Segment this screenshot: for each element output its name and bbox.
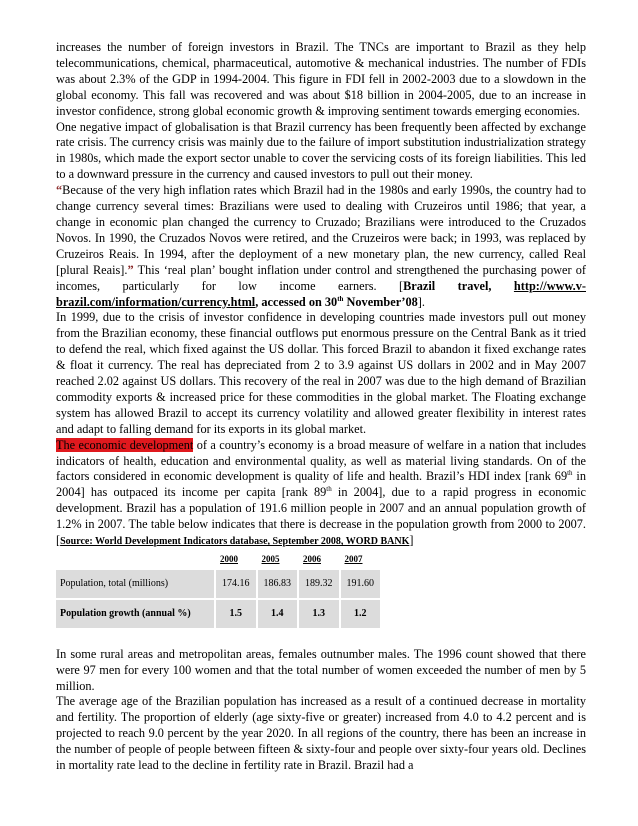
- quote-after-text: This ‘real plan’ bought inflation under control and strengthened the purchasing power of incomes, particularly for low income earners. [: [56, 262, 587, 293]
- table-header-year: 2007: [344, 554, 363, 564]
- table-row: [56, 570, 380, 598]
- population-table: [54, 550, 382, 630]
- table-cell: 186.83: [258, 570, 298, 598]
- table-header-year: 2005: [261, 554, 280, 564]
- source-link[interactable]: http://www.v-brazil.com/information/currency.html: [56, 278, 586, 309]
- source-end: ].: [417, 294, 425, 309]
- table-cell: 189.32: [299, 570, 339, 598]
- dev-text-a: of a country’s economy is a broad measure of welfare in a nation that includes indicators of health, education and environmental quality, as well as material living standards. On of the factors considered in economic development is quality of life and health. Brazil’s HDI index [rank 69: [56, 437, 586, 484]
- table-header-row: [56, 552, 380, 568]
- dev-text-c: in 2004], due to a rapid progress in economic development. Brazil has a population of 191.6 million people in 2007 and an annual population growth of 1.2% in 2007. The table below indicates that there is decrease in the population growth from 2000 to 2007. [: [56, 485, 586, 548]
- table-cell: 1.4: [258, 600, 298, 628]
- quote-text: Because of the very high inflation rates which Brazil had in the 1980s and early 1990s, the country had to change currency several times: Brazilians were used to dealing with Cruzeiros until 1986; that year, a change in economic plan changed the currency to Cruzado; Brazilians were introduced to the Cruzados Novos. In 1990, the Cruzados Novos were retired, and the Cruzeiros were back; in 1993, was replaced by Cruzeiros Reais. In 1994, after the deployment of a new monetary plan, the new currency, called Real [plural Reais].: [56, 183, 586, 277]
- paragraph-gender: In some rural areas and metropolitan areas, females outnumber males. The 1996 count showed that there were 97 men for every 100 women and that the total number of women exceeded the number of men by 5 million.: [56, 646, 586, 693]
- dev-end: ]: [409, 533, 414, 548]
- open-quote-mark: “: [56, 183, 63, 198]
- paragraph-aging: The average age of the Brazilian population has increased as a result of a continued decrease in mortality and fertility. The proportion of elderly (age sixty-five or greater) increased from 4.0 to 4.2 percent and is projected to reach 9.0 percent by the year 2020. In all regions of the country, there has been an increase in the number of people of people between fifteen & sixty-four and people over sixty-four years old. Declines in mortality rate lead to the decline in fertility rate in Brazil. Brazil had a: [56, 694, 586, 773]
- source-accessed: , accessed on 30: [255, 294, 338, 309]
- table-header-blank: [56, 552, 214, 568]
- wdi-source: Source: World Development Indicators database, September 2008, WORD BANK: [60, 536, 410, 548]
- paragraph-1999-crisis: In 1999, due to the crisis of investor confidence in developing countries made investors pull out money from the Brazilian economy, these financial outflows put enormous pressure on the Central Bank as it tried to defend the real, which fixed against the US dollar. This forced Brazil to abandon it fixed exchange rates & float it currency. The real has depreciated from 2 to 3.9 against US dollars in 2002 and in May 2007 reached 2.02 against US dollars. This recovery of the real in 2007 was due to the high demand of Brazilian commodity exports & increased price for these commodities in the global market. The Floating exchange system has allowed Brazil to accept its currency volatility and allowed greater flexibility in interest rates and adapt to falling demand for its exports in its global market.: [56, 310, 586, 436]
- table-cell: 1.2: [341, 600, 381, 628]
- table-header-year: 2006: [303, 554, 321, 564]
- dev-sup-1: th: [567, 469, 573, 478]
- paragraph-inflation-quote: [56, 183, 586, 310]
- paragraph-currency-crisis: One negative impact of globalisation is that Brazil currency has been frequently been affected by exchange rate crisis. The currency crisis was mainly due to the failure of import substitution industrialization strategy in 1980s, which made the export sector unable to cover the servicing costs of its foreign liabilities. This led to a downward pressure in the currency and caused investors to pull out their money.: [56, 119, 586, 182]
- dev-text-b: in 2004] has outpaced its income per capita [rank 89: [56, 469, 586, 500]
- spacer: [56, 630, 586, 647]
- source-date-sup: th: [337, 294, 344, 303]
- table-header-year: 2000: [220, 554, 238, 564]
- table-cell: 1.5: [216, 600, 256, 628]
- source-label: Brazil travel,: [403, 278, 514, 293]
- close-quote-mark: ”: [127, 262, 134, 277]
- row-label: Population growth (annual %): [56, 600, 214, 628]
- table-cell: 174.16: [216, 570, 256, 598]
- table-cell: 191.60: [341, 570, 381, 598]
- dev-sup-2: th: [326, 485, 332, 494]
- paragraph-fdi: increases the number of foreign investors in Brazil. The TNCs are important to Brazil as they help telecommunications, chemical, pharmaceutical, automotive & mechanical industries. The number of FDIs was about 2.3% of the GDP in 1994-2004. This figure in FDI fell in 2002-2003 due to a slowdown in the global economy. This fall was recovered and was about $18 billion in 2004-2005, due to an increase in investor confidence, strong global economic growth & improving sentiment towards emerging economies.: [56, 40, 586, 118]
- highlighted-phrase: The economic development: [56, 437, 194, 452]
- row-label: Population, total (millions): [56, 570, 214, 598]
- table-cell: 1.3: [299, 600, 339, 628]
- table-row: [56, 600, 380, 628]
- document-page: [56, 40, 586, 774]
- paragraph-economic-development: [56, 438, 586, 550]
- source-date: November’08: [343, 294, 418, 309]
